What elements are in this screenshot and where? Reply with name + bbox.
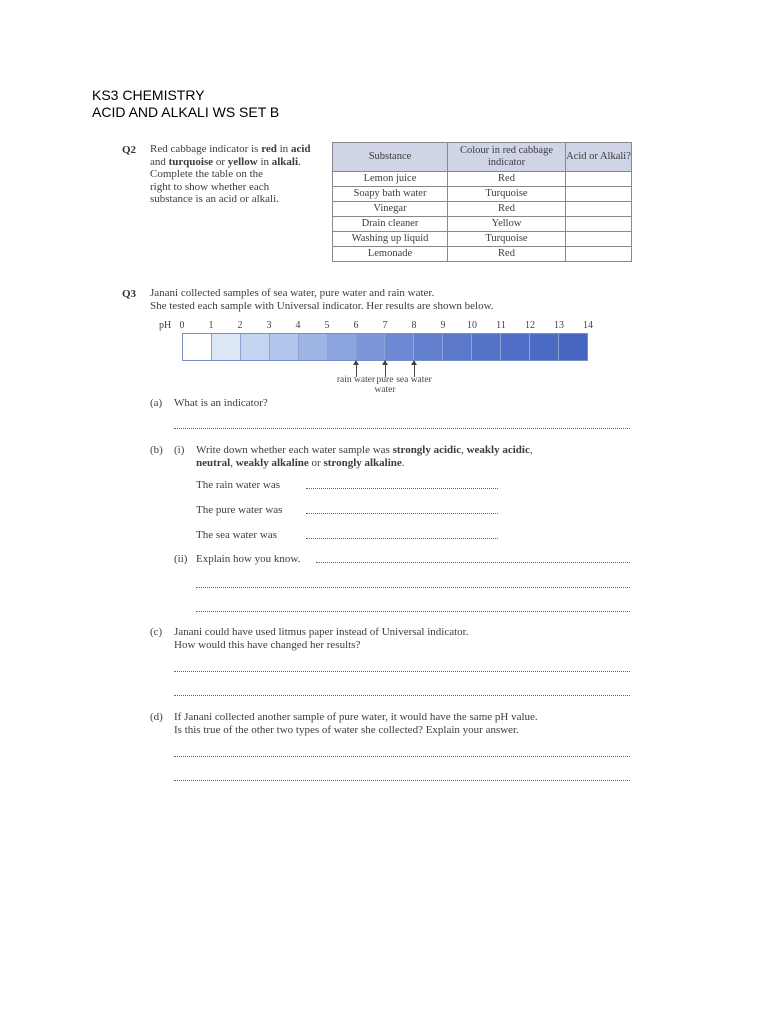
- cell-answer[interactable]: [566, 217, 632, 232]
- cell-colour: Turquoise: [448, 232, 566, 247]
- ph-tick-label: 6: [353, 320, 359, 331]
- header-substance: Substance: [333, 143, 448, 172]
- ph-axis-label: pH: [159, 320, 172, 331]
- ph-segment: [241, 334, 270, 360]
- ph-segment: [270, 334, 299, 360]
- cell-colour: Turquoise: [448, 187, 566, 202]
- ph-segment: [501, 334, 530, 360]
- table-row: [333, 172, 632, 187]
- table-header-row: [333, 143, 632, 172]
- cell-colour: Yellow: [448, 217, 566, 232]
- ph-segment: [559, 334, 587, 360]
- qc-text: Janani could have used litmus paper instead of Universal indicator. How would this have changed her results?: [174, 626, 469, 651]
- sample-label: rain water: [336, 375, 376, 385]
- answer-line-sea[interactable]: [306, 538, 498, 539]
- ph-tick-label: 2: [237, 320, 243, 331]
- qb-ii-tag: (ii): [174, 553, 188, 565]
- answer-line-pure[interactable]: [306, 513, 498, 514]
- ph-tick-label: 10: [467, 320, 477, 331]
- ph-segment: [183, 334, 212, 360]
- ph-tick-label: 4: [295, 320, 301, 331]
- qa-tag: (a): [150, 397, 163, 409]
- ph-segment: [472, 334, 501, 360]
- qd-tag: (d): [150, 711, 163, 723]
- ph-tick-label: 8: [411, 320, 417, 331]
- answer-line-a[interactable]: [174, 428, 630, 429]
- ph-tick-label: 11: [496, 320, 506, 331]
- ph-segment: [299, 334, 328, 360]
- q3-intro: Janani collected samples of sea water, pure water and rain water. She tested each sample with Universal indicator. Her results are shown below.: [150, 287, 494, 312]
- q2-instructions: Red cabbage indicator is red in acid and turquoise or yellow in alkali. Complete the table on the right to show whether each substance is an acid or alkali.: [150, 143, 311, 205]
- cell-substance: Vinegar: [333, 202, 448, 217]
- sea-water-prompt: The sea water was: [196, 529, 277, 541]
- ph-tick-label: 12: [525, 320, 535, 331]
- ph-segment: [530, 334, 559, 360]
- header-acid-alkali: Acid or Alkali?: [566, 143, 632, 172]
- cell-answer[interactable]: [566, 232, 632, 247]
- ph-segment: [414, 334, 443, 360]
- answer-line-b-ii-3[interactable]: [196, 611, 630, 612]
- answer-line-d-2[interactable]: [174, 780, 630, 781]
- answer-line-b-ii-1[interactable]: [316, 562, 630, 563]
- ph-tick-label: 9: [440, 320, 446, 331]
- ph-tick-label: 3: [266, 320, 272, 331]
- answer-line-b-ii-2[interactable]: [196, 587, 630, 588]
- header-subtitle: ACID AND ALKALI WS SET B: [92, 104, 280, 120]
- ph-segment: [357, 334, 386, 360]
- ph-tick-label: 7: [382, 320, 388, 331]
- qb-ii-text: Explain how you know.: [196, 553, 301, 565]
- sample-label: pure water: [374, 375, 396, 395]
- table-row: [333, 217, 632, 232]
- ph-segment: [385, 334, 414, 360]
- ph-segment: [212, 334, 241, 360]
- ph-tick-label: 5: [324, 320, 330, 331]
- cell-substance: Soapy bath water: [333, 187, 448, 202]
- cell-colour: Red: [448, 202, 566, 217]
- answer-line-c-1[interactable]: [174, 671, 630, 672]
- qd-text: If Janani collected another sample of pure water, it would have the same pH value. Is this true of the other two types of water she collected? Explain your answer.: [174, 711, 538, 736]
- q3-label: Q3: [122, 288, 137, 300]
- answer-line-d-1[interactable]: [174, 756, 630, 757]
- table-row: [333, 232, 632, 247]
- table-row: [333, 247, 632, 262]
- rain-water-prompt: The rain water was: [196, 479, 280, 491]
- ph-tick-label: 14: [583, 320, 593, 331]
- header-title: KS3 CHEMISTRY: [92, 87, 205, 103]
- cell-answer[interactable]: [566, 202, 632, 217]
- table-row: [333, 202, 632, 217]
- ph-tick-label: 0: [179, 320, 185, 331]
- ph-tick-label: 13: [554, 320, 564, 331]
- universal-indicator-scale: [182, 333, 588, 361]
- ph-segment: [443, 334, 472, 360]
- header-colour: Colour in red cabbage indicator: [448, 143, 566, 172]
- qa-text: What is an indicator?: [174, 397, 268, 409]
- q2-label: Q2: [122, 144, 137, 156]
- pure-water-prompt: The pure water was: [196, 504, 283, 516]
- cell-substance: Lemonade: [333, 247, 448, 262]
- qb-i-tag: (i): [174, 444, 185, 456]
- cell-substance: Drain cleaner: [333, 217, 448, 232]
- ph-segment: [328, 334, 357, 360]
- qc-tag: (c): [150, 626, 163, 638]
- answer-line-rain[interactable]: [306, 488, 498, 489]
- cell-substance: Washing up liquid: [333, 232, 448, 247]
- sample-label: sea water: [396, 375, 432, 385]
- q2-table: [332, 142, 632, 262]
- qb-i-text: Write down whether each water sample was strongly acidic, weakly acidic, neutral, weakly alkaline or strongly alkaline.: [196, 444, 533, 469]
- cell-answer[interactable]: [566, 187, 632, 202]
- ph-tick-label: 1: [208, 320, 214, 331]
- cell-answer[interactable]: [566, 247, 632, 262]
- cell-substance: Lemon juice: [333, 172, 448, 187]
- qb-tag: (b): [150, 444, 163, 456]
- cell-answer[interactable]: [566, 172, 632, 187]
- worksheet-header: [92, 87, 279, 121]
- cell-colour: Red: [448, 172, 566, 187]
- cell-colour: Red: [448, 247, 566, 262]
- answer-line-c-2[interactable]: [174, 695, 630, 696]
- table-row: [333, 187, 632, 202]
